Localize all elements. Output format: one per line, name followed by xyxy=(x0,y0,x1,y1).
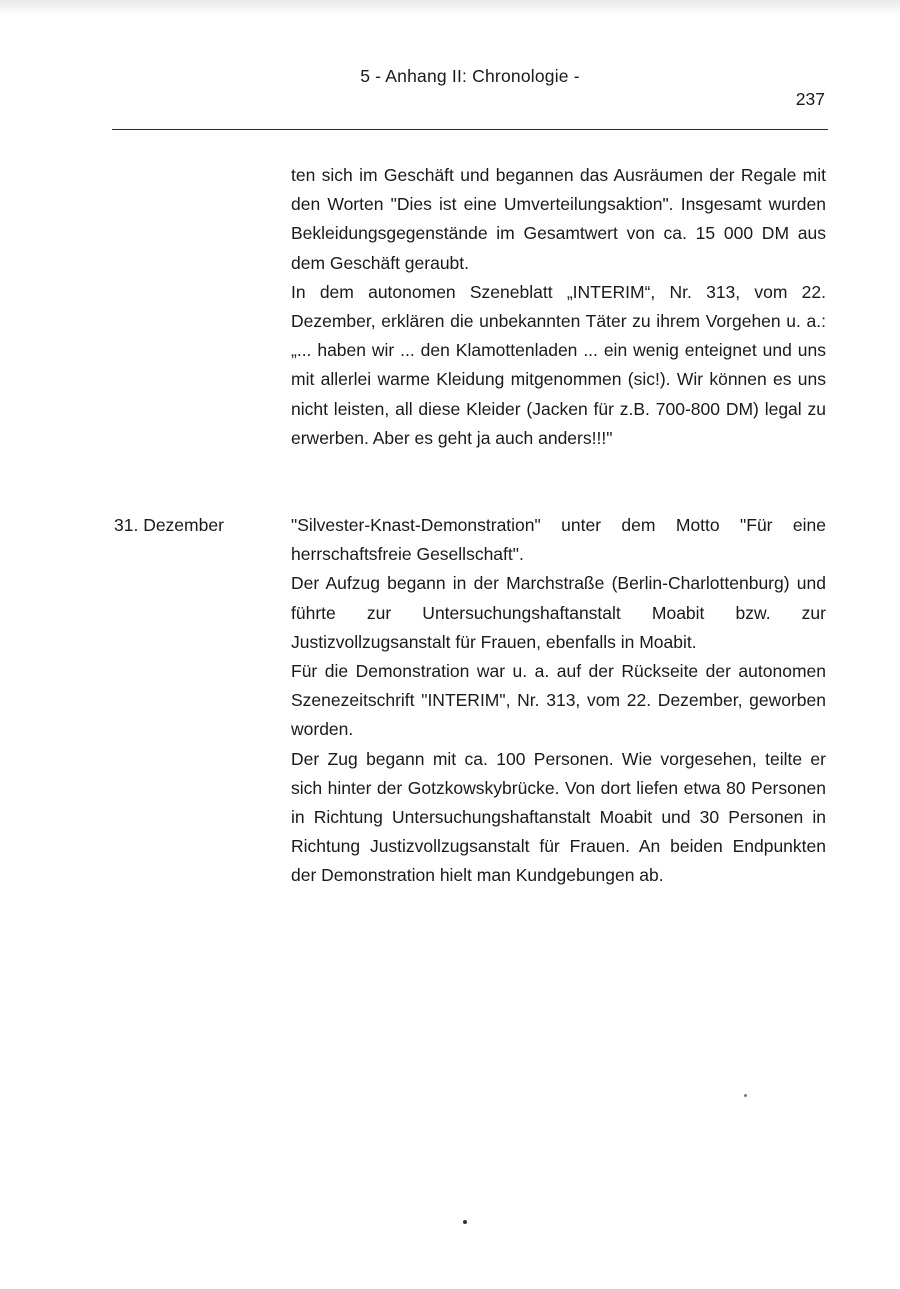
header-rule xyxy=(112,129,828,130)
paragraph: Der Aufzug begann in der Marchstraße (Berlin-Charlottenburg) und führte zur Untersuchungshaftanstalt Moabit bzw. zur Justizvollzugsanstalt für Frauen, ebenfalls in Moabit. xyxy=(291,573,826,652)
paragraph: Der Zug begann mit ca. 100 Personen. Wie vorgesehen, teilte er sich hinter der Gotzkowskybrücke. Von dort liefen etwa 80 Personen in Richtung Untersuchungshaftanstalt Moabit und 30 Personen in Richtung Justizvollzugsanstalt für Frauen. An beiden Endpunkten der Demonstration hielt man Kundgebungen ab. xyxy=(291,748,826,886)
entry-dec31-text xyxy=(291,511,826,891)
running-header-title: 5 - Anhang II: Chronologie - xyxy=(360,66,580,86)
paragraph: Für die Demonstration war u. a. auf der Rückseite der autonomen Szenezeitschrift "INTERIM", Nr. 313, vom 22. Dezember, geworben worden. xyxy=(291,661,826,740)
paragraph: ten sich im Geschäft und begannen das Ausräumen der Regale mit den Worten "Dies ist eine Umverteilungsaktion". Insgesamt wurden Bekleidungsgegenstände im Gesamtwert von ca. 15 000 DM aus dem Geschäft geraubt. xyxy=(291,165,826,273)
paragraph: "Silvester-Knast-Demonstration" unter dem Motto "Für eine herrschaftsfreie Gesellschaft". xyxy=(291,515,826,565)
entry-date-label: 31. Dezember xyxy=(114,515,224,535)
scan-speck xyxy=(463,1220,467,1224)
scan-edge-shadow xyxy=(0,0,900,14)
entry-continued-text xyxy=(291,161,826,453)
page-number: 237 xyxy=(795,89,825,109)
paragraph: In dem autonomen Szeneblatt „INTERIM“, Nr. 313, vom 22. Dezember, erklären die unbekannten Täter zu ihrem Vorgehen u. a.: „... haben wir ... den Klamottenladen ... ein wenig enteignet und uns mit allerlei warme Kleidung mitgenommen (sic!). Wir können es uns nicht leisten, all diese Kleider (Jacken für z.B. 700-800 DM) legal zu erwerben. Aber es geht ja auch anders!!!" xyxy=(291,281,826,448)
scan-speck xyxy=(744,1094,747,1097)
